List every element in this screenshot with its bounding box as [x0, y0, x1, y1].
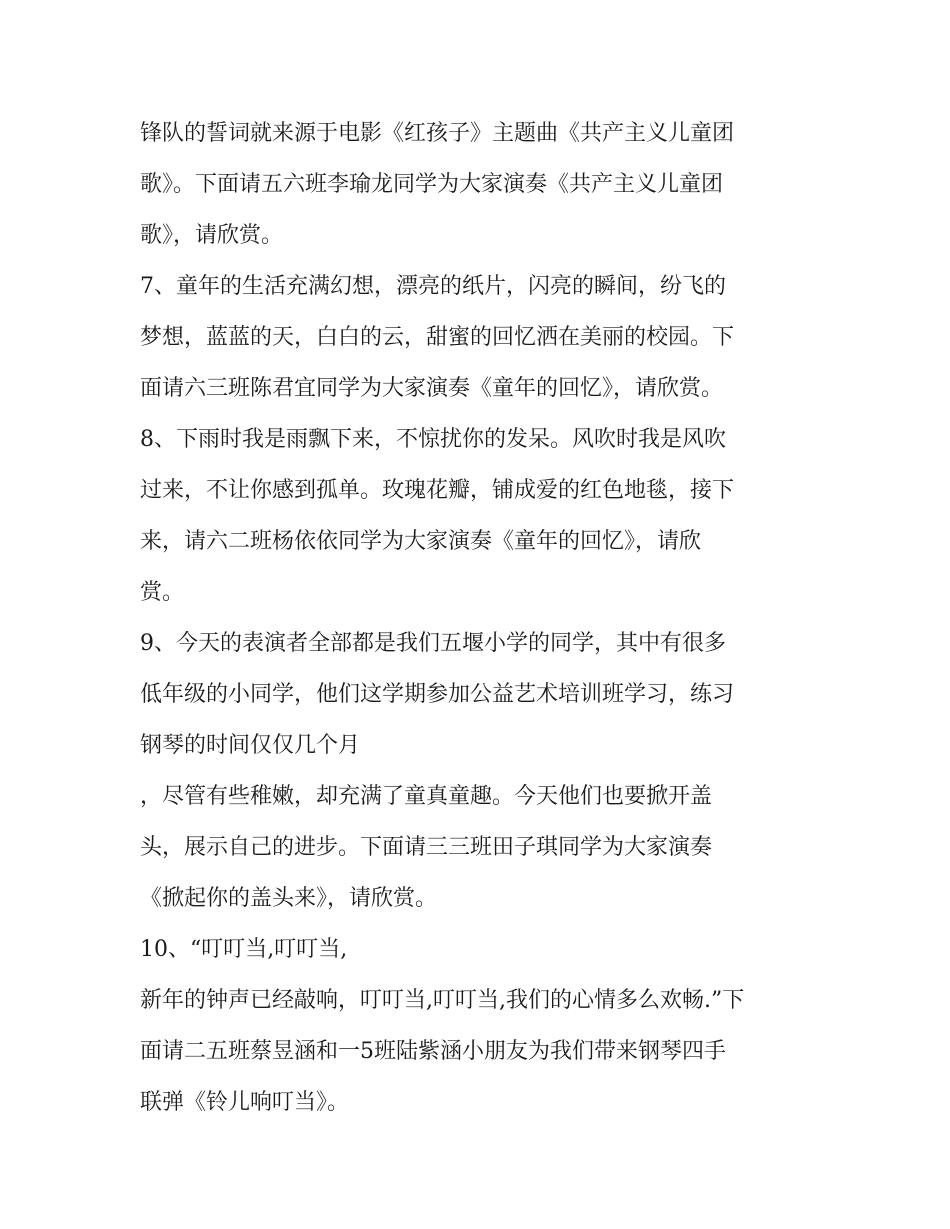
text-line: 头，展示自己的进步。下面请三三班田子琪同学为大家演奏 — [140, 835, 713, 860]
text-line: 来，请六二班杨依依同学为大家演奏《童年的回忆》，请欣 — [140, 529, 702, 554]
text-line: 8、下雨时我是雨飘下来，不惊扰你的发呆。风吹时我是风吹 — [140, 427, 726, 452]
text-line: 面请二五班蔡昱涵和一5班陆紫涵小朋友为我们带来钢琴四手 — [140, 1039, 726, 1064]
text-line: 面请六三班陈君宜同学为大家演奏《童年的回忆》，请欣赏。 — [140, 376, 724, 401]
body-text — [140, 108, 820, 1128]
text-line: 7、童年的生活充满幻想，漂亮的纸片，闪亮的瞬间，纷飞的 — [140, 274, 726, 299]
text-line: 梦想，蓝蓝的天，白白的云，甜蜜的回忆洒在美丽的校园。下 — [140, 325, 735, 350]
text-line: 10、“叮叮当,叮叮当, — [140, 937, 348, 962]
text-line: 赏。 — [140, 580, 185, 605]
text-line: 钢琴的时间仅仅几个月 — [140, 733, 361, 758]
text-line: 歌》，请欣赏。 — [140, 223, 284, 248]
text-line: 过来，不让你感到孤单。玫瑰花瓣，铺成爱的红色地毯，接下 — [140, 478, 735, 503]
text-line: 低年级的小同学，他们这学期参加公益艺术培训班学习，练习 — [140, 682, 735, 707]
text-line: 联弹《铃儿响叮当》。 — [140, 1090, 350, 1115]
text-line: 9、今天的表演者全部都是我们五堰小学的同学，其中有很多 — [140, 631, 726, 656]
text-line: 《掀起你的盖头来》，请欣赏。 — [140, 886, 438, 911]
text-line: 新年的钟声已经敲响，叮叮当,叮叮当,我们的心情多么欢畅.”下 — [140, 988, 745, 1013]
text-line: ，尽管有些稚嫩，却充满了童真童趣。今天他们也要掀开盖 — [140, 784, 713, 809]
text-line: 歌》。下面请五六班李瑜龙同学为大家演奏《共产主义儿童团 — [140, 172, 724, 197]
text-line: 锋队的誓词就来源于电影《红孩子》主题曲《共产主义儿童团 — [140, 121, 735, 146]
